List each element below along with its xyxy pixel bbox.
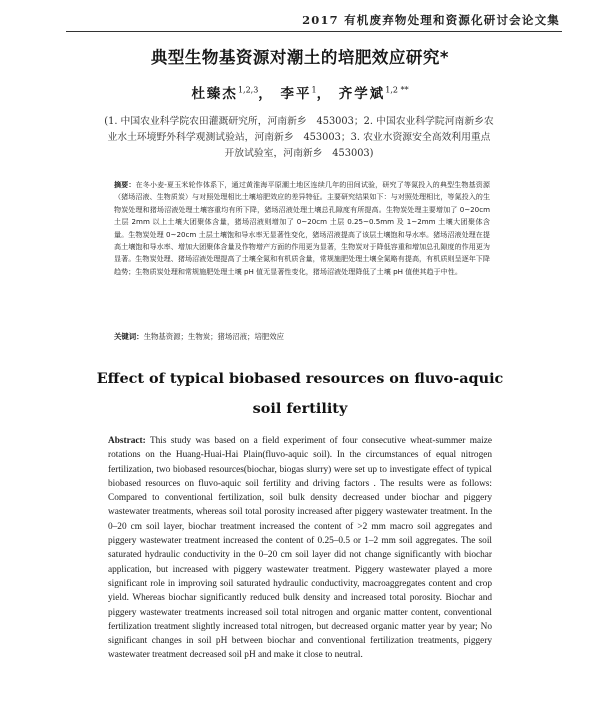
- author-affil-mark: 1,2,3: [237, 85, 259, 95]
- author-name: 齐学斌: [338, 86, 386, 102]
- author-1: [191, 86, 273, 102]
- abstract-cn: [114, 179, 490, 278]
- keywords-cn: [114, 331, 490, 342]
- running-header: 2017 有机废弃物处理和资源化研讨会论文集: [302, 13, 560, 27]
- paper-title-en: Effect of typical biobased resources on fluvo-aquic soil fertility: [96, 370, 504, 417]
- abstract-en: [108, 434, 492, 663]
- abstract-cn-text: 在冬小麦-夏玉米轮作体系下，通过黄淮海平原潮土地区连续几年的田间试验，研究了等氮投入的典型生物基资源（猪场沼液、生物质炭）与对照处理相比土壤培肥效应的差异特征。主要研究结果如下：与对照处理相比，等氮投入的生物炭处理和猪场沼液处理土壤容重均有所下降，猪场沼液处理土壤总孔隙度有所提高。生物炭处理主要增加了 0~20cm 土层 2mm 以上土壤大团聚体含量，猪场沼液则增加了 0~20cm 土层 0.25~0.5mm 及 1~2mm 土壤大团聚体含量。生物炭处理 0~20cm 土层土壤饱和导水率无显著性变化，猪场沼液提高了该层土壤饱和导水率。猪场沼液处理在提高土壤饱和导水率、增加大团聚体含量及作物增产方面的作用更为显著，生物炭对于降低容重和增加总孔隙度的作用更为显著。生物炭处理、猪场沼液处理提高了土壤全氮和有机质含量，常规施肥处理土壤全氮略有提高，有机质则呈逐年下降趋势；生物质炭处理和常规施肥处理土壤 pH 值无显著性变化，猪场沼液处理降低了土壤 pH 值使其趋于中性。: [114, 180, 490, 276]
- author-affil-mark: 1,2 **: [385, 85, 409, 95]
- author-list: [0, 82, 600, 102]
- keywords-cn-text: 生物基资源；生物炭；猪场沼液；培肥效应: [143, 332, 285, 341]
- paper-title-cn: 典型生物基资源对潮土的培肥效应研究*: [150, 48, 450, 67]
- author-3: [339, 86, 409, 102]
- keywords-cn-label: 关键词：: [114, 332, 144, 341]
- author-name: 李平: [280, 86, 312, 102]
- author-2: [281, 86, 333, 102]
- header-rule: [66, 31, 562, 32]
- abstract-en-text: This study was based on a field experiment of four consecutive wheat-summer maize rotations on the Huang-Huai-Hai Plain(fluvo-aquic soil). In the circumstances of equal nitrogen fertilization, two biobased resources(biochar, biogas slurry) were set up to investigate effect of typical biobased resources on fluvo-aquic soil fertility and driving factors . The results were as follows: Compared to conventional fertilization, soil bulk density decreased under biochar and piggery wastewater treatments, whereas soil total porosity increased after piggery wastewater treatment. In the 0–20 cm soil layer, biochar treatment increased the content of >2 mm macro soil aggregates and piggery wastewater treatment increased the content of 0.25–0.5 or 1–2 mm soil aggregates. The soil saturated hydraulic conductivity in the 0–20 cm soil layer did not change significantly with biochar application, but increased with piggery wastewater treatment. Piggery wastewater played a more significant role in improving soil saturated hydraulic conductivity, macroaggregates content and crop yield. Whereas biochar significantly reduced bulk density and increased total porosity. Biochar and piggery wastewater treatments increased soil total nitrogen and organic matter content, conventional fertilization treatment slightly increased total nitrogen, but decreased organic matter year by year; No significant changes in soil pH between biochar and conventional fertilization treatments, piggery wastewater treatment decreased soil pH and make it close to neutral.: [108, 436, 493, 661]
- author-affil-mark: 1: [311, 85, 317, 95]
- author-separator: ，: [258, 86, 274, 102]
- affiliations: (1. 中国农业科学院农田灌溉研究所，河南新乡 453003；2. 中国农业科学院河南新乡农业水土环境野外科学观测试验站，河南新乡 453003；3. 农业水资源安全高效利用重点开放试验室，河南新乡 453003): [104, 116, 494, 159]
- author-name: 杜臻杰: [191, 86, 238, 102]
- author-separator: ，: [316, 86, 333, 102]
- abstract-cn-label: 摘要：: [114, 180, 136, 189]
- abstract-en-label: Abstract:: [108, 436, 146, 446]
